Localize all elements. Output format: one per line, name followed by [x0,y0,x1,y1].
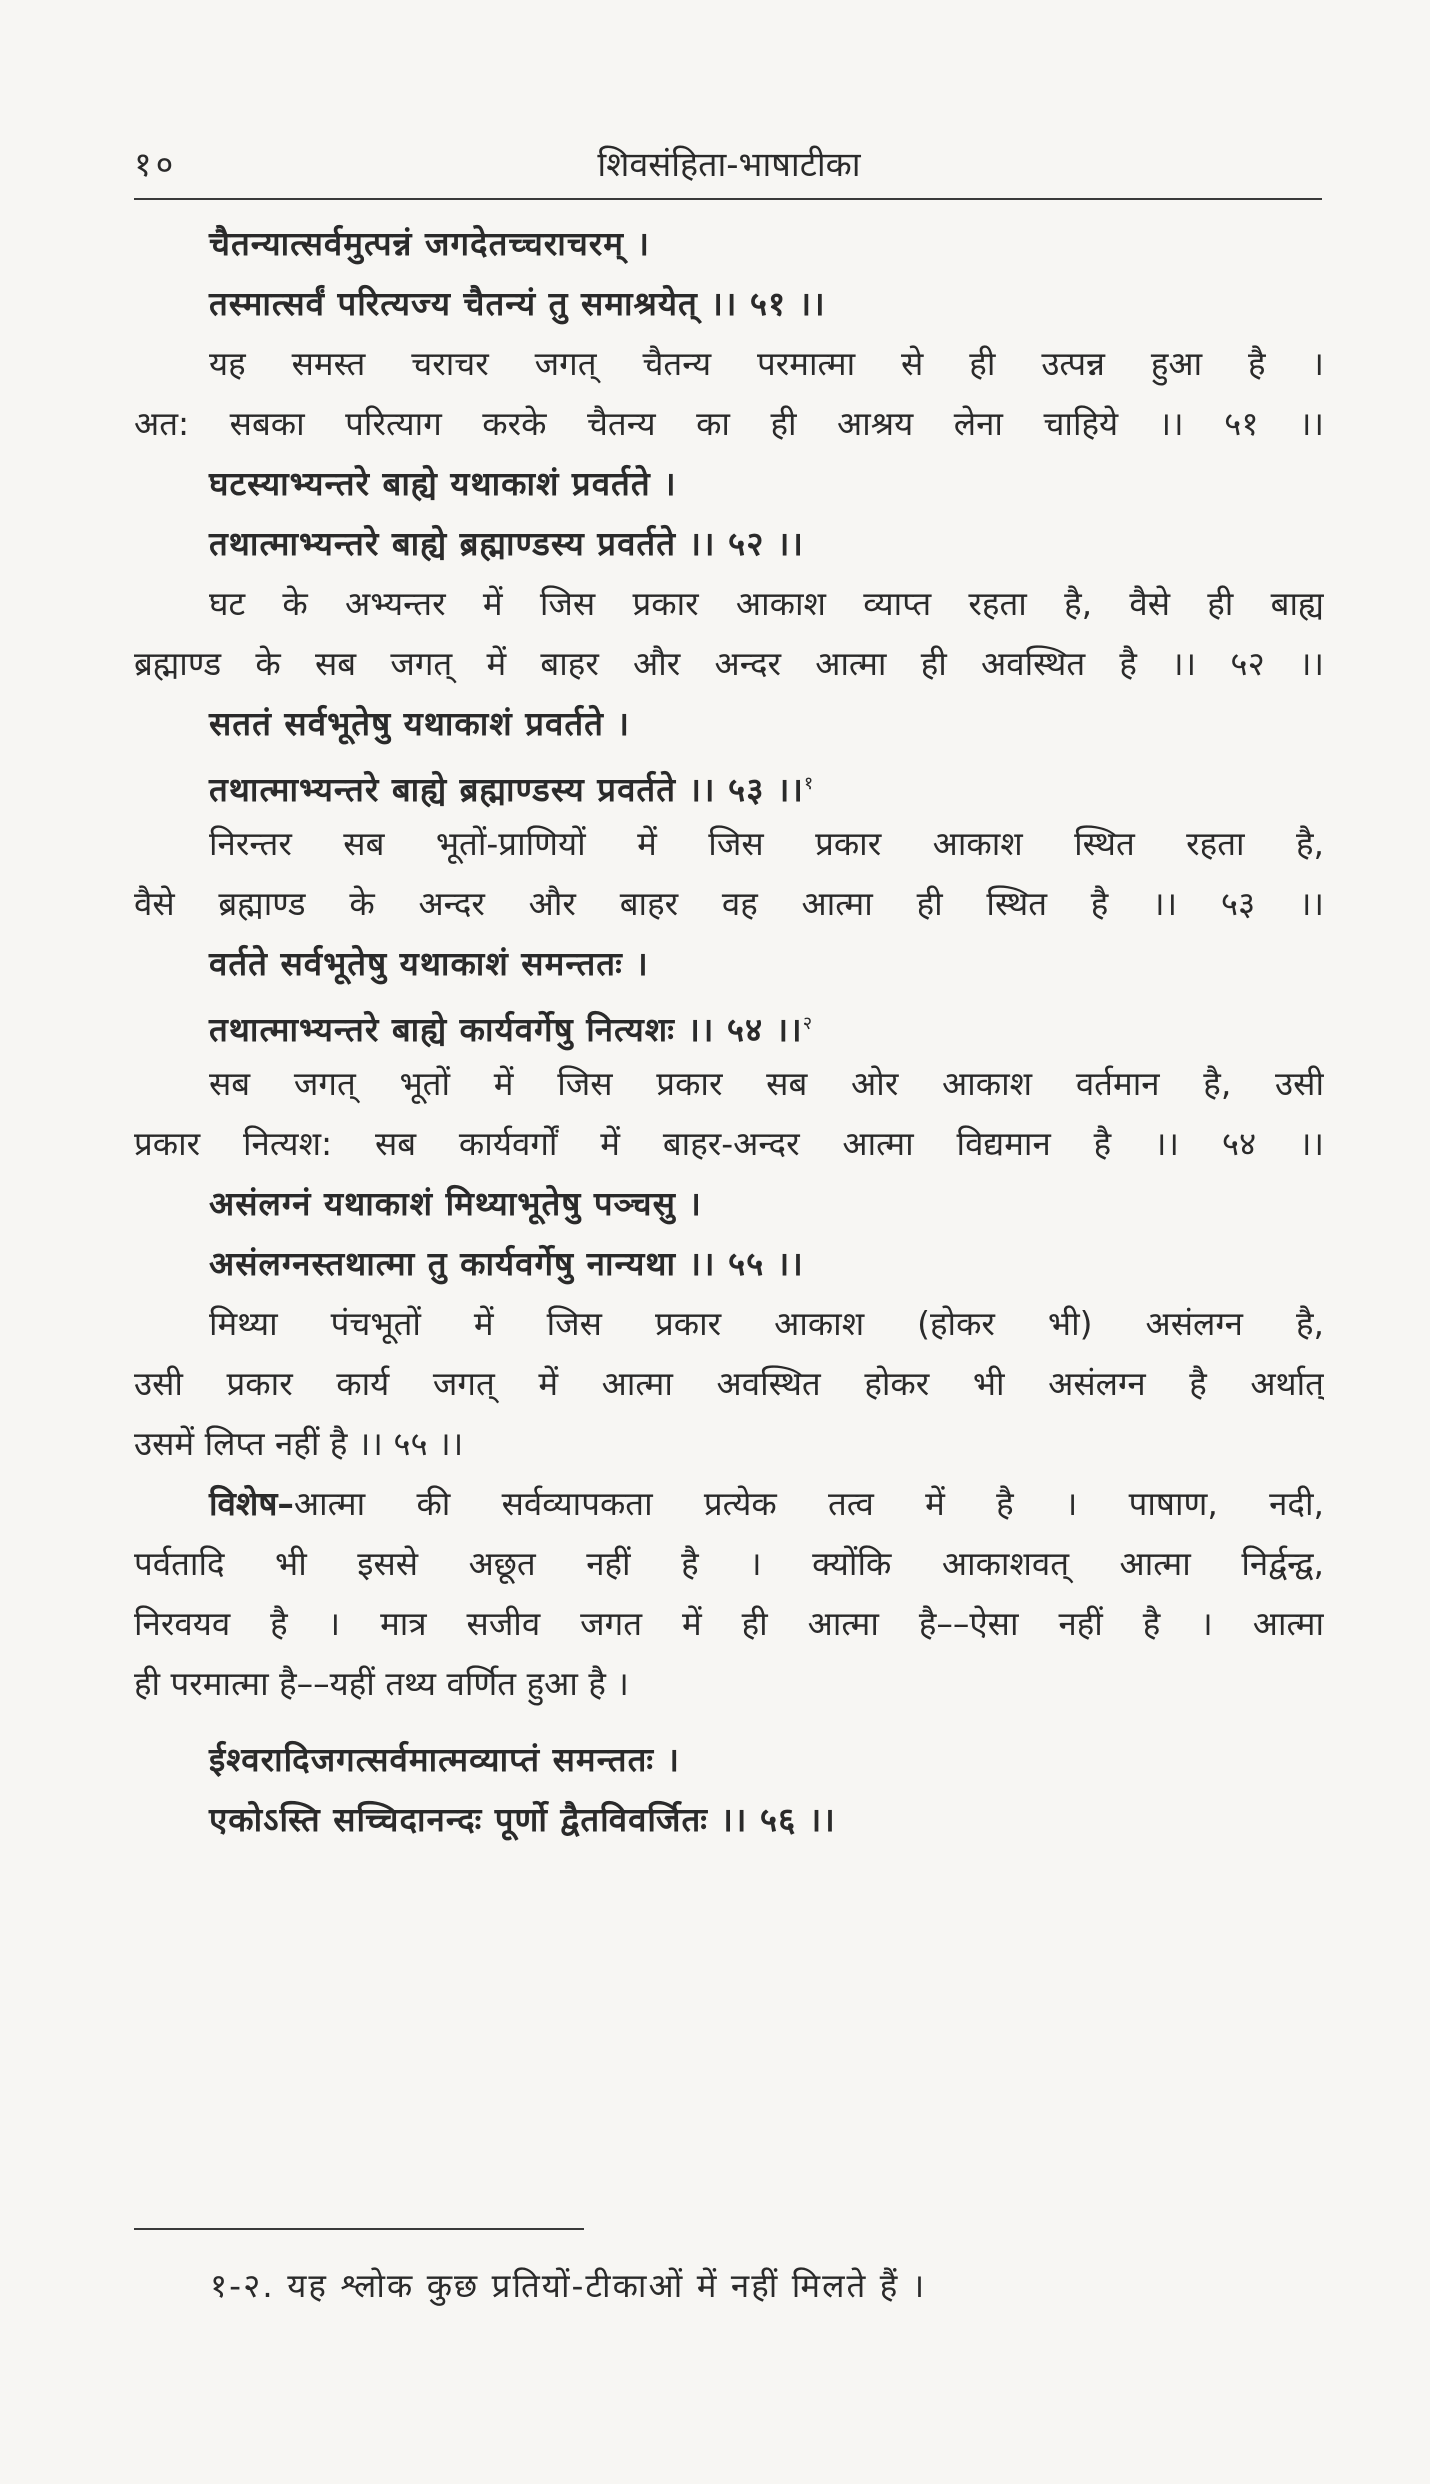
translation-52-line-2: ब्रह्माण्ड के सब जगत् में बाहर और अन्दर आत्मा ही अवस्थित है ।। ५२ ।। [134,644,1324,683]
footnote-rule [134,2228,584,2230]
verse-53-line-1: सततं सर्वभूतेषु यथाकाशं प्रवर्तते । [209,704,630,743]
page-number: १० [134,145,178,185]
vishesh-line-1 [134,1474,1324,1534]
verse-56-line-1: ईश्वरादिजगत्सर्वमात्मव्याप्तं समन्ततः । [209,1740,681,1779]
verse-54-line-1: वर्तते सर्वभूतेषु यथाकाशं समन्ततः । [209,944,649,983]
translation-55-line-1: मिथ्या पंचभूतों में जिस प्रकार आकाश (होकर भी) असंलग्न है, [209,1304,1324,1343]
verse-56-line-2: एकोऽस्ति सच्चिदानन्दः पूर्णो द्वैतविवर्जितः ।। ५६ ।। [209,1800,836,1839]
vishesh-line-2: पर्वतादि भी इससे अछूत नहीं है । क्योंकि आकाशवत् आत्मा निर्द्वन्द्व, [134,1544,1324,1583]
vishesh-line-3: निरवयव है । मात्र सजीव जगत में ही आत्मा है––ऐसा नहीं है । आत्मा [134,1604,1324,1643]
translation-54-line-1: सब जगत् भूतों में जिस प्रकार सब ओर आकाश वर्तमान है, उसी [209,1064,1324,1103]
translation-51-line-1: यह समस्त चराचर जगत् चैतन्य परमात्मा से ही उत्पन्न हुआ है । [209,344,1324,383]
translation-54-line-2: प्रकार नित्यश: सब कार्यवर्गों में बाहर-अन्दर आत्मा विद्यमान है ।। ५४ ।। [134,1124,1324,1163]
footnote-marker-2: २ [802,1013,814,1034]
header-rule [134,198,1322,200]
vishesh-line-1-text: आत्मा की सर्वव्यापकता प्रत्येक तत्व में है । पाषाण, नदी, [293,1484,1324,1523]
verse-54-line-2-text: तथात्माभ्यन्तरे बाह्ये कार्यवर्गेषु नित्यशः ।। ५४ ।। [209,1010,803,1049]
verse-51-line-2: तस्मात्सर्वं परित्यज्य चैतन्यं तु समाश्रयेत् ।। ५१ ।। [209,284,826,323]
page-body [134,214,1324,1850]
translation-53-line-2: वैसे ब्रह्माण्ड के अन्दर और बाहर वह आत्मा ही स्थित है ।। ५३ ।। [134,884,1324,923]
verse-53-line-2 [134,754,1324,814]
page-header [134,140,1324,190]
verse-52-line-1: घटस्याभ्यन्तरे बाह्ये यथाकाशं प्रवर्तते । [209,464,677,503]
footnote: १-२. यह श्लोक कुछ प्रतियों-टीकाओं में नहीं मिलते हैं । [210,2266,927,2305]
translation-51-line-2: अत: सबका परित्याग करके चैतन्य का ही आश्रय लेना चाहिये ।। ५१ ।। [134,404,1324,443]
verse-51-line-1: चैतन्यात्सर्वमुत्पन्नं जगदेतच्चराचरम् । [209,224,650,263]
verse-52-line-2: तथात्माभ्यन्तरे बाह्ये ब्रह्माण्डस्य प्रवर्तते ।। ५२ ।। [209,524,804,563]
translation-53-line-1: निरन्तर सब भूतों-प्राणियों में जिस प्रकार आकाश स्थित रहता है, [209,824,1324,863]
translation-55-line-3: उसमें लिप्त नहीं है ।। ५५ ।। [134,1424,464,1463]
vishesh-label: विशेष– [209,1484,294,1523]
verse-53-line-2-text: तथात्माभ्यन्तरे बाह्ये ब्रह्माण्डस्य प्रवर्तते ।। ५३ ।। [209,770,804,809]
verse-55-line-2: असंलग्नस्तथात्मा तु कार्यवर्गेषु नान्यथा ।। ५५ ।। [209,1244,804,1283]
verse-54-line-2 [134,994,1324,1054]
footnote-marker-1: १ [803,773,815,794]
running-title: शिवसंहिता-भाषाटीका [597,145,861,185]
vishesh-line-4: ही परमात्मा है––यहीं तथ्य वर्णित हुआ है । [134,1664,629,1703]
translation-52-line-1: घट के अभ्यन्तर में जिस प्रकार आकाश व्याप्त रहता है, वैसे ही बाह्य [209,584,1324,623]
translation-55-line-2: उसी प्रकार कार्य जगत् में आत्मा अवस्थित होकर भी असंलग्न है अर्थात् [134,1364,1324,1403]
verse-55-line-1: असंलग्नं यथाकाशं मिथ्याभूतेषु पञ्चसु । [209,1184,702,1223]
